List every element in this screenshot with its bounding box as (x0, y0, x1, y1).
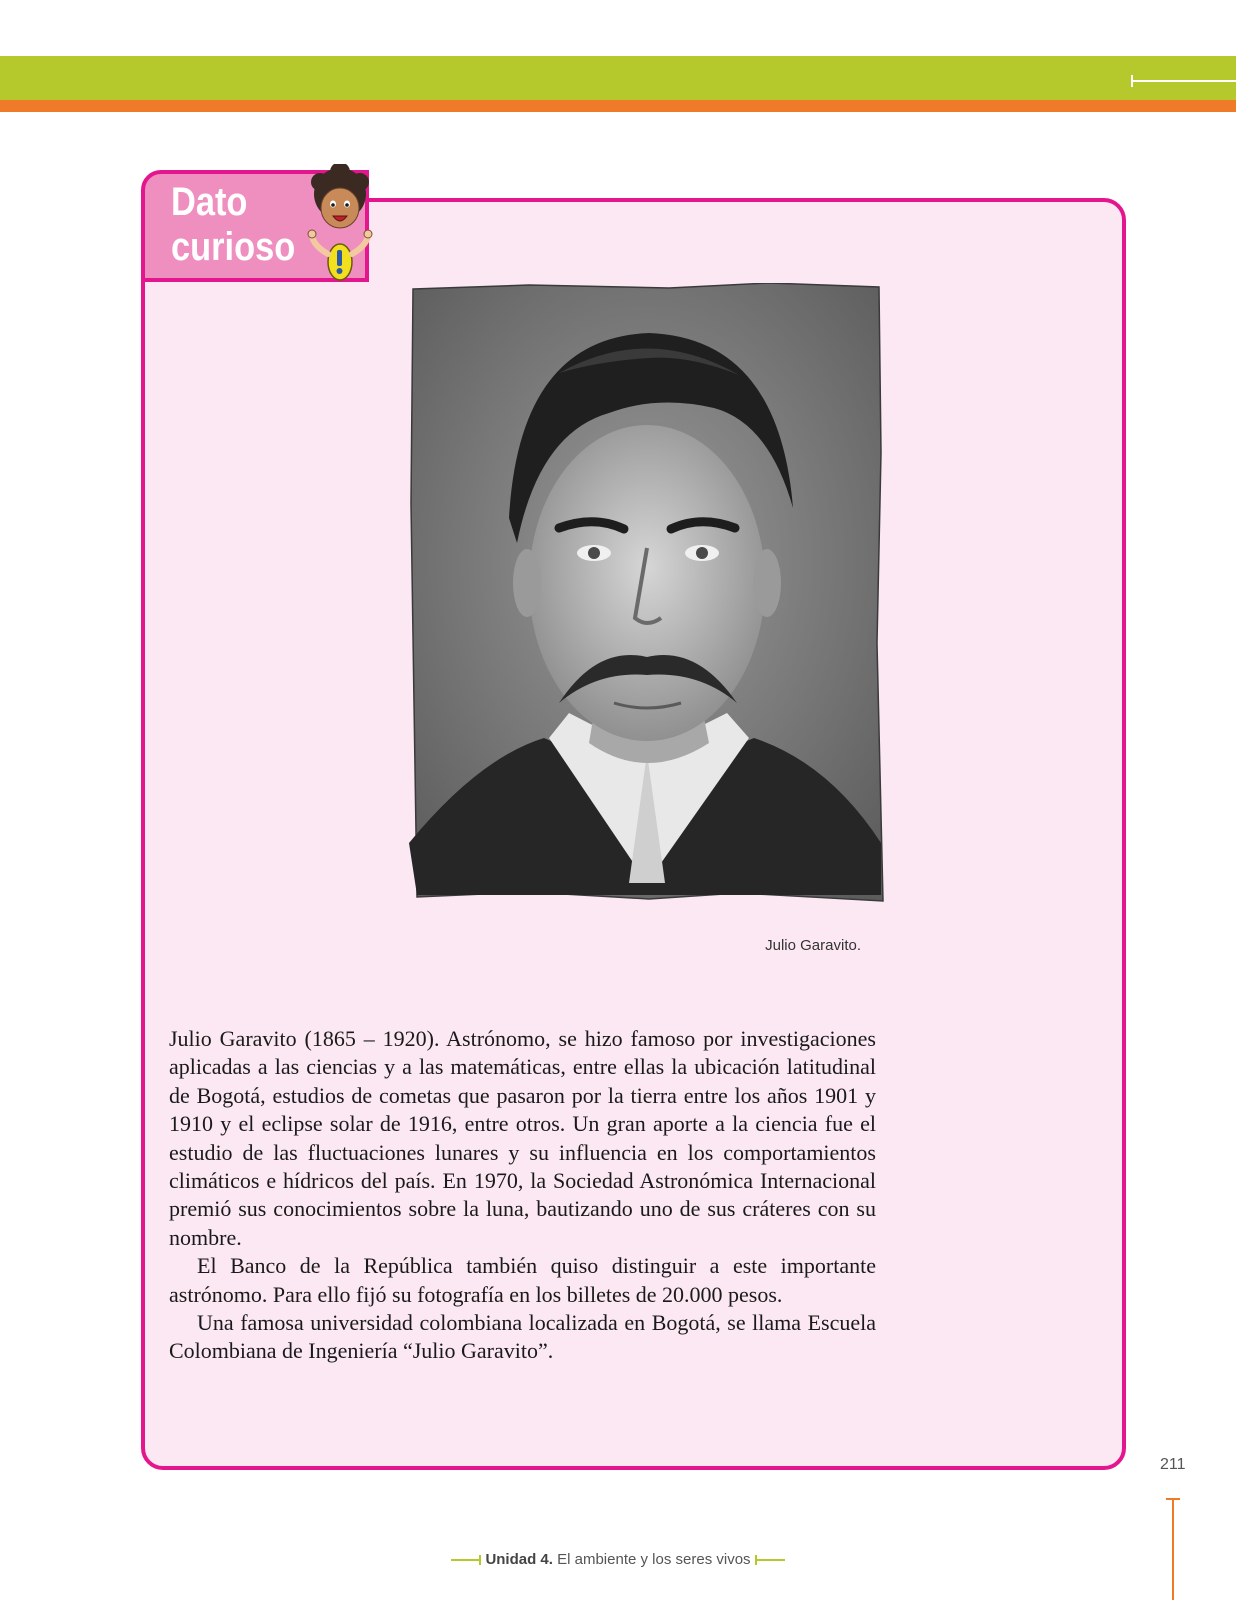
side-margin-line (1172, 1498, 1174, 1600)
footer (0, 1551, 1236, 1568)
julio-garavito-portrait (409, 283, 885, 905)
header-band-orange (0, 100, 1236, 112)
paragraph-2: El Banco de la República también quiso distinguir a este importante astrónomo. Para ello fijó su fotografía en los billetes de 20.000 pesos. (169, 1253, 876, 1307)
tab-title (171, 180, 295, 270)
tab-title-line2: curioso (171, 225, 296, 269)
footer-line-right (755, 1559, 785, 1561)
footer-line-left (451, 1559, 481, 1561)
photo-caption: Julio Garavito. (765, 937, 861, 954)
header-band-line (1131, 80, 1236, 82)
footer-title: El ambiente y los seres vivos (557, 1551, 751, 1568)
header-band-tick (1131, 75, 1133, 87)
tab-title-line1: Dato (171, 180, 248, 224)
body-text (169, 1025, 876, 1366)
page-number: 211 (1160, 1456, 1186, 1473)
header-band-green (0, 56, 1236, 100)
paragraph-3: Una famosa universidad colombiana localizada en Bogotá, se llama Escuela Colombiana de Ingeniería “Julio Garavito”. (169, 1310, 876, 1364)
footer-unit: Unidad 4. (485, 1551, 553, 1568)
side-margin-tick (1166, 1498, 1180, 1500)
mascot-child-icon (306, 164, 378, 288)
paragraph-1: Julio Garavito (1865 – 1920). Astrónomo, se hizo famoso por investigaciones aplicadas a las ciencias y a las matemáticas, entre ellas la ubicación latitudinal de Bogotá, estudios de cometas que pasaron por la tierra entre los años 1901 y 1910 y el eclipse solar de 1916, entre otros. Un gran aporte a la ciencia fue el estudio de las fluctuaciones lunares y su influencia en los comportamientos climáticos e hídricos del país. En 1970, la Sociedad Astronómica Internacional premió sus conocimientos sobre la luna, bautizando uno de sus cráteres con su nombre. (169, 1026, 876, 1250)
